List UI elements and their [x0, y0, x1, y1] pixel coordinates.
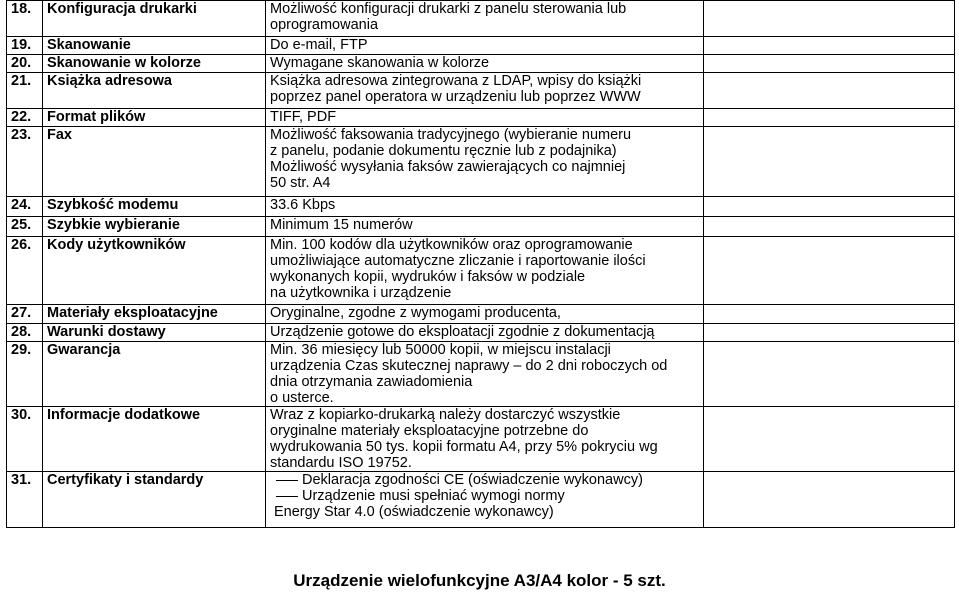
value-line: wykonanych kopii, wydruków i faksów w podziale [270, 269, 586, 285]
value-line: na użytkownika i urządzenie [270, 285, 452, 301]
value-line: oprogramowania [270, 17, 379, 33]
empty-cell [704, 324, 955, 342]
row-number: 23. [7, 127, 43, 197]
value-line: Wymagane skanowania w kolorze [270, 55, 490, 71]
parameter-name: Skanowanie [43, 37, 266, 55]
parameter-value [266, 407, 704, 472]
empty-cell [704, 55, 955, 73]
value-line: wydrukowania 50 tys. kopii formatu A4, przy 5% pokryciu wg [270, 439, 658, 455]
table-row [7, 55, 955, 73]
parameter-name: Konfiguracja drukarki [43, 1, 266, 37]
parameter-value [266, 217, 704, 237]
parameter-name: Szybkość modemu [43, 197, 266, 217]
row-number: 28. [7, 324, 43, 342]
value-line [270, 488, 700, 504]
value-line: Min. 100 kodów dla użytkowników oraz oprogramowanie [270, 237, 633, 253]
parameter-name: Szybkie wybieranie [43, 217, 266, 237]
row-number: 20. [7, 55, 43, 73]
value-line: Energy Star 4.0 (oświadczenie wykonawcy) [274, 504, 554, 520]
table-row [7, 324, 955, 342]
empty-cell [704, 342, 955, 407]
table-row [7, 1, 955, 37]
empty-cell [704, 109, 955, 127]
value-line: poprzez panel operatora w urządzeniu lub poprzez WWW [270, 89, 641, 105]
value-line: Wraz z kopiarko-drukarką należy dostarczyć wszystkie [270, 407, 621, 423]
row-number: 30. [7, 407, 43, 472]
parameter-name: Książka adresowa [43, 73, 266, 109]
parameter-value [266, 1, 704, 37]
parameter-value [266, 109, 704, 127]
parameter-value [266, 324, 704, 342]
empty-cell [704, 407, 955, 472]
empty-cell [704, 305, 955, 324]
value-text: Deklaracja zgodności CE (oświadczenie wykonawcy) [302, 472, 643, 488]
value-line: Możliwość konfiguracji drukarki z panelu sterowania lub [270, 1, 627, 17]
table-row [7, 109, 955, 127]
dash-bullet [276, 480, 298, 481]
parameter-value [266, 37, 704, 55]
table-row [7, 37, 955, 55]
parameter-value [266, 472, 704, 528]
value-line: umożliwiające automatyczne zliczanie i raportowanie ilości [270, 253, 646, 269]
parameter-name: Materiały eksploatacyjne [43, 305, 266, 324]
value-line: urządzenia Czas skutecznej naprawy – do 2 dni roboczych od [270, 358, 668, 374]
value-line: oryginalne materiały eksploatacyjne potrzebne do [270, 423, 589, 439]
table-row [7, 73, 955, 109]
table-row [7, 407, 955, 472]
value-line: o usterce. [270, 390, 334, 406]
parameter-name: Fax [43, 127, 266, 197]
parameter-name: Gwarancja [43, 342, 266, 407]
empty-cell [704, 127, 955, 197]
spec-table [6, 0, 955, 528]
dash-bullet [276, 496, 298, 497]
parameter-name: Format plików [43, 109, 266, 127]
empty-cell [704, 73, 955, 109]
value-line: Minimum 15 numerów [270, 217, 413, 233]
parameter-value [266, 127, 704, 197]
empty-cell [704, 472, 955, 528]
row-number: 25. [7, 217, 43, 237]
value-line: Urządzenie gotowe do eksploatacji zgodnie z dokumentacją [270, 324, 655, 340]
row-number: 18. [7, 1, 43, 37]
value-line: standardu ISO 19752. [270, 455, 412, 471]
row-number: 29. [7, 342, 43, 407]
value-line: 50 str. A4 [270, 175, 331, 191]
table-row [7, 237, 955, 305]
parameter-value [266, 55, 704, 73]
parameter-name: Kody użytkowników [43, 237, 266, 305]
value-line: z panelu, podanie dokumentu ręcznie lub z podajnika) [270, 143, 617, 159]
value-line: Do e-mail, FTP [270, 37, 368, 53]
empty-cell [704, 237, 955, 305]
row-number: 19. [7, 37, 43, 55]
parameter-name: Skanowanie w kolorze [43, 55, 266, 73]
parameter-value [266, 305, 704, 324]
table-row [7, 197, 955, 217]
row-number: 31. [7, 472, 43, 528]
value-line [270, 472, 700, 488]
value-line: dnia otrzymania zawiadomienia [270, 374, 473, 390]
value-line: Możliwość wysyłania faksów zawierających co najmniej [270, 159, 626, 175]
value-line: TIFF, PDF [270, 109, 337, 125]
table-row [7, 472, 955, 528]
row-number: 26. [7, 237, 43, 305]
empty-cell [704, 37, 955, 55]
parameter-name: Informacje dodatkowe [43, 407, 266, 472]
spec-rows [7, 1, 955, 528]
table-row [7, 342, 955, 407]
value-line: Książka adresowa zintegrowana z LDAP, wpisy do książki [270, 73, 642, 89]
parameter-value [266, 197, 704, 217]
empty-cell [704, 197, 955, 217]
row-number: 24. [7, 197, 43, 217]
table-row [7, 305, 955, 324]
row-number: 21. [7, 73, 43, 109]
value-line: Oryginalne, zgodne z wymogami producenta, [270, 305, 561, 321]
section-heading: Urządzenie wielofunkcyjne A3/A4 kolor - 5 szt. [293, 571, 666, 590]
parameter-value [266, 342, 704, 407]
empty-cell [704, 217, 955, 237]
value-line: 33.6 Kbps [270, 197, 336, 213]
value-text: Urządzenie musi spełniać wymogi normy [302, 488, 565, 504]
empty-cell [704, 1, 955, 37]
parameter-value [266, 73, 704, 109]
parameter-name: Warunki dostawy [43, 324, 266, 342]
parameter-value [266, 237, 704, 305]
row-number: 22. [7, 109, 43, 127]
parameter-name: Certyfikaty i standardy [43, 472, 266, 528]
value-line: Możliwość faksowania tradycyjnego (wybieranie numeru [270, 127, 632, 143]
value-line: Min. 36 miesięcy lub 50000 kopii, w miejscu instalacji [270, 342, 611, 358]
row-number: 27. [7, 305, 43, 324]
table-row [7, 127, 955, 197]
table-row [7, 217, 955, 237]
